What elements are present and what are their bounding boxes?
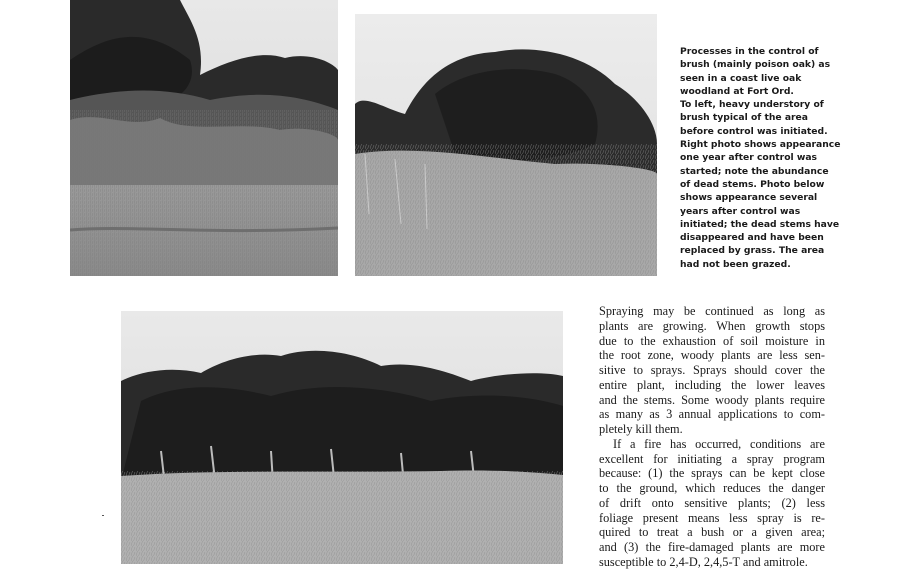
caption-line: To left, heavy understory of xyxy=(680,99,824,111)
caption-line: one year after control was xyxy=(680,152,818,164)
body-line: plants are growing. When growth stops xyxy=(599,318,825,333)
body-line: foliage present means less spray is re- xyxy=(599,510,825,525)
caption-line: had not been grazed. xyxy=(680,258,791,270)
print-speck xyxy=(102,515,104,516)
body-line: as many as 3 annual applications to com- xyxy=(599,407,825,422)
body-line: pletely kill them. xyxy=(599,422,683,436)
body-line: Spraying may be continued as long as xyxy=(599,304,825,318)
photo-several-years-after xyxy=(121,311,563,564)
body-line: If a fire has occurred, conditions are xyxy=(613,436,825,451)
body-line: of drift onto sensitive plants; (2) less xyxy=(599,495,825,510)
photo-one-year-after-image xyxy=(355,14,657,276)
body-line: due to the exhaustion of soil moisture in xyxy=(599,333,825,348)
caption-line: seen in a coast live oak xyxy=(680,72,802,84)
body-line: excellent for initiating a spray program xyxy=(599,451,825,466)
body-line: and the stems. Some woody plants require xyxy=(599,392,825,407)
caption-line: started; note the abundance xyxy=(680,165,829,177)
photo-before-control-image xyxy=(70,0,338,276)
body-line: sitive to sprays. Sprays should cover the xyxy=(599,363,825,377)
photo-one-year-after xyxy=(355,14,657,276)
caption-line: Processes in the control of xyxy=(680,46,819,57)
body-line: to the ground, which reduces the danger xyxy=(599,481,825,495)
body-line: susceptible to 2,4-D, 2,4,5-T and amitrole. xyxy=(599,554,808,569)
caption-line: before control was initiated. xyxy=(680,125,828,137)
caption-line: years after control was xyxy=(680,205,801,217)
caption-line: of dead stems. Photo below xyxy=(680,178,825,190)
caption-line: brush typical of the area xyxy=(680,112,808,124)
caption-line: disappeared and have been xyxy=(680,232,824,244)
caption-line: woodland at Fort Ord. xyxy=(680,85,794,97)
photo-before-control xyxy=(70,0,338,276)
body-line: because: (1) the sprays can be kept close xyxy=(599,466,825,481)
caption-line: Right photo shows appearance xyxy=(680,139,841,151)
caption-line: brush (mainly poison oak) as xyxy=(680,59,831,71)
caption-line: initiated; the dead stems have xyxy=(680,218,840,230)
body-line: quired to treat a bush or a given area; xyxy=(599,525,825,540)
body-line: entire plant, including the lower leaves xyxy=(599,377,825,392)
body-text xyxy=(599,304,825,570)
photo-caption xyxy=(680,45,841,271)
photo-several-years-after-image xyxy=(121,311,563,564)
caption-line: replaced by grass. The area xyxy=(680,245,825,257)
caption-line: shows appearance several xyxy=(680,192,818,204)
body-line: the root zone, woody plants are less sen- xyxy=(599,348,825,363)
body-line: and (3) the fire-damaged plants are more xyxy=(599,540,825,554)
